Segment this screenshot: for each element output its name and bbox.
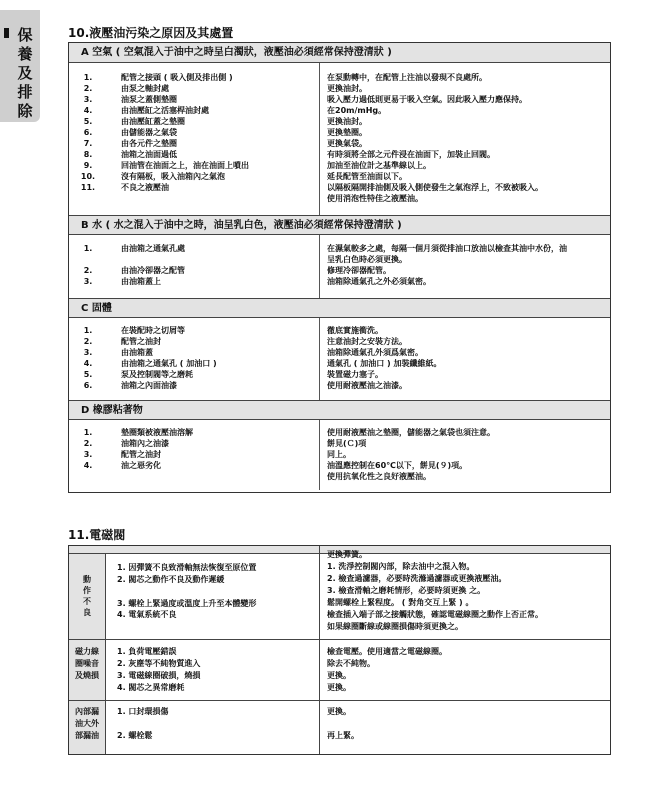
row-number: 2. <box>83 266 93 275</box>
cause-text: 泵及控制閥等之磨耗 <box>121 370 193 379</box>
cause-text: 3. 電磁線圈破損，燒損 <box>117 671 201 680</box>
row-number: 6. <box>83 128 93 137</box>
category-label <box>69 706 105 742</box>
row-number: 3. <box>83 277 93 286</box>
group-c-body <box>69 318 610 400</box>
cause-text: 由油箱蓋 <box>121 348 153 357</box>
cause-text: 配管之接頭 ( 吸入側及排出側 ) <box>121 73 233 82</box>
contamination-table <box>68 42 611 493</box>
cause-text: 配管之油封 <box>121 450 161 459</box>
row-number: 3. <box>83 450 93 459</box>
row-number: 11. <box>80 183 96 192</box>
fix-text: 更換墊圈。 <box>327 128 367 137</box>
fix-text: 在泵動轉中，在配管上注油以發現不良處所。 <box>327 73 487 82</box>
fix-text: 油溫應控制在60℃以下，餅見(９)項。 <box>327 461 468 470</box>
cause-text: 1. 因彈簧不良致滑軸無法恢復至原位置 <box>117 563 257 572</box>
row-number: 2. <box>83 439 93 448</box>
row-number: 6. <box>83 381 93 390</box>
side-tab-label <box>15 26 35 121</box>
fix-text: 在濕氣較多之處，每隔一個月須從排油口放油以檢查其油中水份，油 <box>327 244 567 253</box>
category-text: 動作不良 <box>83 575 91 617</box>
fix-text: 修理冷卻器配管。 <box>327 266 391 275</box>
cause-text: 配管之油封 <box>121 337 161 346</box>
category-text: 磁力線圈噪音及燒損 <box>75 647 99 680</box>
side-tab-char: 排 <box>17 83 33 101</box>
column-divider <box>319 318 320 400</box>
side-tab-bar <box>4 28 9 38</box>
group-b-body <box>69 235 610 298</box>
row-number: 1. <box>83 428 93 437</box>
column-divider <box>319 420 320 490</box>
column-divider <box>319 546 320 754</box>
fix-text: 鬆開螺栓上緊程度。 ( 對角交互上緊 ) 。 <box>327 598 474 607</box>
group-a-heading: A 空氣 ( 空氣混入于油中之時呈白濁狀，液壓油必須經常保持澄清狀 ) <box>69 43 610 63</box>
cause-text: 由各元件之墊圈 <box>121 139 177 148</box>
section-10-title: 10.液壓油污染之原因及其處置 <box>68 26 234 40</box>
side-tab-char: 除 <box>17 102 33 120</box>
fix-text: 1. 洗淨控制閥內部，除去油中之混入物。 <box>327 562 475 571</box>
fix-text: 2. 檢查過濾器，必要時洗滌過濾器或更換液壓油。 <box>327 574 507 583</box>
fix-text: 裝置磁力塞子。 <box>327 370 383 379</box>
cause-text: 2. 閥芯之動作不良及動作遲緩 <box>117 575 225 584</box>
fix-text: 更換。 <box>327 707 351 716</box>
row-number: 8. <box>83 150 93 159</box>
cause-text: 回油管在油面之上，油在油面上噴出 <box>121 161 249 170</box>
fix-text: 餅見(Ｃ)項 <box>327 439 367 448</box>
fix-text: 使用耐液壓油之墊圈，儲能器之氣袋也須注意。 <box>327 428 495 437</box>
group-d-body <box>69 420 610 490</box>
column-divider <box>319 235 320 298</box>
group-c-heading: C 固體 <box>69 298 610 318</box>
cause-text: 油箱內之油漆 <box>121 439 169 448</box>
fix-text: 更換。 <box>327 671 351 680</box>
fix-text: 吸入壓力過低則更易于吸入空氣。因此吸入壓力應保持。 <box>327 95 527 104</box>
cause-text: 墊圈類被液壓油溶解 <box>121 428 193 437</box>
fix-text: 更換油封。 <box>327 117 367 126</box>
fix-text: 更換。 <box>327 683 351 692</box>
fix-text: 在20m/mHg。 <box>327 106 387 115</box>
fix-text: 更換彈簧。 <box>327 550 367 559</box>
cause-text: 由油箱之通氣孔處 <box>121 244 185 253</box>
fix-text: 除去不純物。 <box>327 659 375 668</box>
fix-text: 檢查插入端子部之接觸狀態，確認電磁線圈之動作上否正常。 <box>327 610 543 619</box>
row-number: 9. <box>83 161 93 170</box>
row-number: 4. <box>83 106 93 115</box>
cause-text: 油之惡劣化 <box>121 461 161 470</box>
group-b-heading: B 水 ( 水之混入于油中之時，油呈乳白色，液壓油必須經常保持澄清狀 ) <box>69 215 610 235</box>
fix-text: 油箱除通氣孔外須爲氣密。 <box>327 348 423 357</box>
row-number: 10. <box>80 172 96 181</box>
cause-text: 油箱之油面過低 <box>121 150 177 159</box>
row-number: 5. <box>83 370 93 379</box>
cause-text: 1. 口封環損傷 <box>117 707 169 716</box>
cause-text: 由儲能器之氣袋 <box>121 128 177 137</box>
row-number: 4. <box>83 359 93 368</box>
cause-text: 由油壓缸蓋之墊圈 <box>121 117 185 126</box>
fix-text: 使用抗氧化性之良好液壓油。 <box>327 472 431 481</box>
fix-text: 使用耐液壓油之油漆。 <box>327 381 407 390</box>
row-number: 1. <box>83 326 93 335</box>
fix-text: 呈乳白色時必須更換。 <box>327 255 407 264</box>
cause-text: 不良之液壓油 <box>121 183 169 192</box>
cause-text: 由油箱之通氣孔 ( 加油口 ) <box>121 359 217 368</box>
cause-text: 由油冷卻器之配管 <box>121 266 185 275</box>
row-number: 1. <box>83 73 93 82</box>
row-number: 7. <box>83 139 93 148</box>
cause-text: 在裝配時之切屑等 <box>121 326 185 335</box>
fix-text: 更換氣袋。 <box>327 139 367 148</box>
group-a-body <box>69 63 610 215</box>
fix-text: 通氣孔 ( 加油口 ) 加裝纖維紙。 <box>327 359 442 368</box>
fix-text: 注意油封之安裝方法。 <box>327 337 407 346</box>
row-number: 1. <box>83 244 93 253</box>
row-number: 3. <box>83 95 93 104</box>
side-tab-char: 養 <box>17 45 33 63</box>
cause-text: 4. 電氣系統不良 <box>117 610 177 619</box>
fix-text: 徹底實施衝洗。 <box>327 326 383 335</box>
row-divider <box>69 639 610 640</box>
category-text: 內部漏油大外部漏油 <box>75 707 99 740</box>
cause-text: 2. 灰塵等不純物質進入 <box>117 659 201 668</box>
fix-text: 以隔板隔開排油側及吸入側使發生之氣泡浮上，不致被吸入。 <box>327 183 543 192</box>
cause-text: 油泵之蓋側墊圈 <box>121 95 177 104</box>
section-11-title: 11.電磁閥 <box>68 528 126 542</box>
row-number: 2. <box>83 84 93 93</box>
fix-text: 油箱除通氣孔之外必須氣密。 <box>327 277 431 286</box>
cause-text: 由油箱蓋上 <box>121 277 161 286</box>
row-number: 3. <box>83 348 93 357</box>
row-divider <box>69 700 610 701</box>
row-number: 2. <box>83 337 93 346</box>
cause-text: 4. 閥芯之異常磨耗 <box>117 683 185 692</box>
cause-text: 油箱之內面油漆 <box>121 381 177 390</box>
category-label <box>69 574 105 618</box>
cause-text: 沒有隔板，吸入油箱內之氣泡 <box>121 172 225 181</box>
side-tab-char: 及 <box>17 64 33 82</box>
fix-text: 檢查電壓。使用適當之電磁線圈。 <box>327 647 447 656</box>
cause-text: 1. 負荷電壓錯誤 <box>117 647 177 656</box>
fix-text: 再上緊。 <box>327 731 359 740</box>
row-number: 4. <box>83 461 93 470</box>
fix-text: 3. 檢查滑軸之磨耗情形，必要時須更換 之。 <box>327 586 486 595</box>
side-tab-char: 保 <box>17 26 33 44</box>
group-d-heading: D 橡膠粘著物 <box>69 400 610 420</box>
chapter-side-tab <box>0 10 40 122</box>
column-divider <box>105 554 106 754</box>
cause-text: 3. 螺栓上緊過度或溫度上升至本體變形 <box>117 599 257 608</box>
fix-text: 更換油封。 <box>327 84 367 93</box>
cause-text: 由油壓缸之活塞桿油封處 <box>121 106 209 115</box>
row-number: 5. <box>83 117 93 126</box>
cause-text: 由泵之軸封處 <box>121 84 169 93</box>
solenoid-valve-table <box>68 545 611 755</box>
fix-text: 使用消泡性特佳之液壓油。 <box>327 194 423 203</box>
fix-text: 如果線圈斷線或線圈損傷時須更換之。 <box>327 622 463 631</box>
fix-text: 延長配管至油面以下。 <box>327 172 407 181</box>
fix-text: 同上。 <box>327 450 351 459</box>
fix-text: 加油至油位計之基準線以上。 <box>327 161 431 170</box>
column-divider <box>319 63 320 215</box>
fix-text: 有時須將全部之元件浸在油面下，加裝止回閥。 <box>327 150 495 159</box>
category-label <box>69 646 105 682</box>
cause-text: 2. 螺栓鬆 <box>117 731 153 740</box>
